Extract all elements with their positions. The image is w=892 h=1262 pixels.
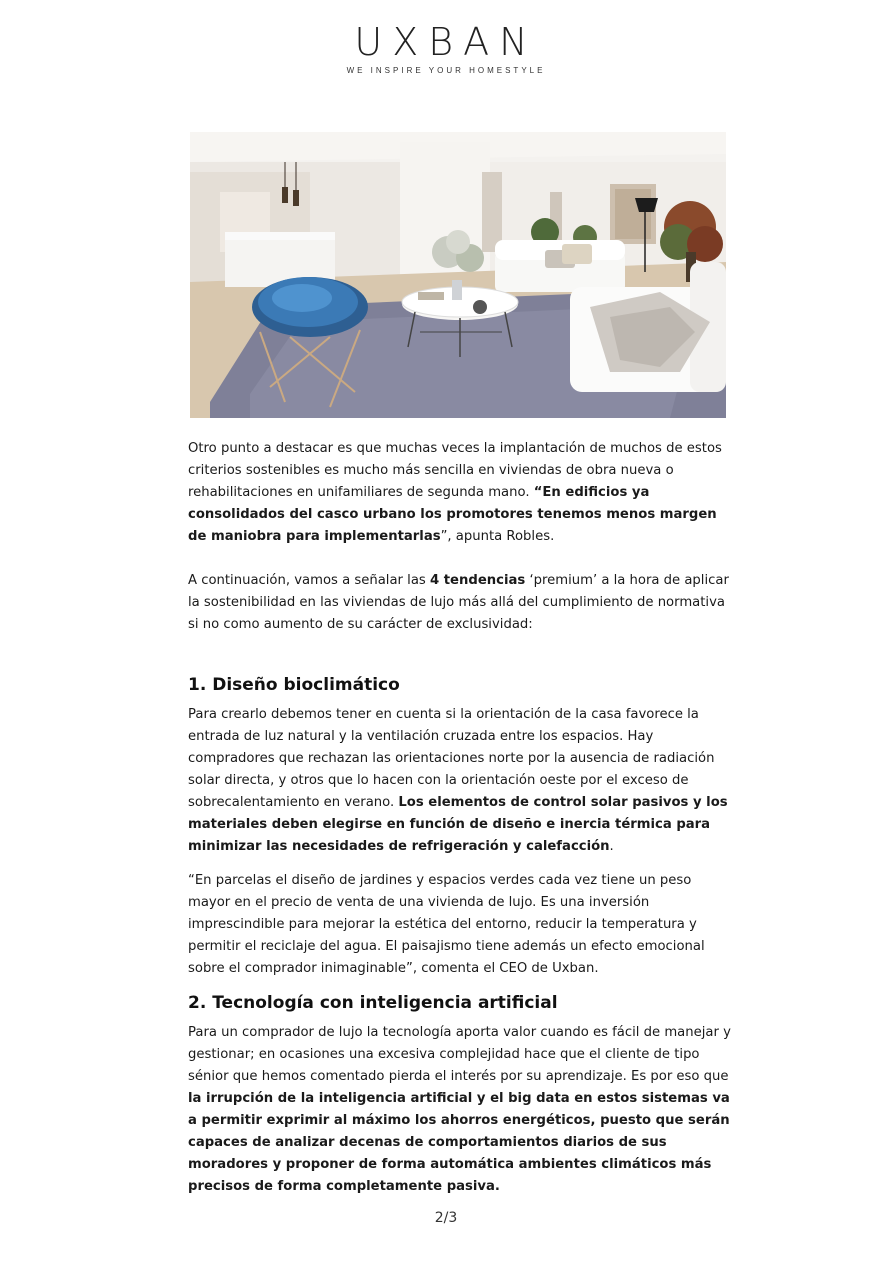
paragraph: Para crearlo debemos tener en cuenta si la orientación de la casa favorece la entrada de luz natural y la ventilación cruzada entre los espacios. Hay compradores que rechazan las orientaciones norte por la ausencia de radiación solar directa, y otros que lo hacen con la orientación oeste por el exceso de sobrecalentamiento en verano. Los elementos de control solar pasivos y los materiales deben elegirse en función de diseño e inercia térmica para minimizar las necesidades de refrigeración y calefacción. <box>188 707 728 854</box>
article-body <box>188 438 733 1220</box>
paragraph: A continuación, vamos a señalar las 4 tendencias ‘premium’ a la hora de aplicar la sostenibilidad en las viviendas de lujo más allá del cumplimiento de normativa si no como aumento de su carácter de exclusividad: <box>188 573 729 632</box>
paragraph: Para un comprador de lujo la tecnología aporta valor cuando es fácil de manejar y gestionar; en ocasiones una excesiva complejidad hace que el cliente de tipo sénior que hemos comentado pierda el interés por su aprendizaje. Es por eso que la irrupción de la inteligencia artificial y el big data en estos sistemas va a permitir exprimir al máximo los ahorros energéticos, puesto que serán capaces de analizar decenas de comportamientos diarios de sus moradores y proponer de forma automática ambientes climáticos más precisos de forma completamente pasiva. <box>188 1025 731 1194</box>
paragraph: Otro punto a destacar es que muchas veces la implantación de muchos de estos criterios sostenibles es mucho más sencilla en viviendas de obra nueva o rehabilitaciones en unifamiliares de segunda mano. “En edificios ya consolidados del casco urbano los promotores tenemos menos margen de maniobra para implementarlas”, apunta Robles. <box>188 441 722 544</box>
page-number: 2/3 <box>434 1210 458 1226</box>
section-heading-1: 1. Diseño bioclimático <box>188 675 400 695</box>
brand-logo: UXBAN <box>354 20 538 64</box>
section-heading-2: 2. Tecnología con inteligencia artificial <box>188 993 558 1013</box>
quote-paragraph: “En parcelas el diseño de jardines y espacios verdes cada vez tiene un peso mayor en el precio de venta de una vivienda de lujo. Es una inversión imprescindible para mejorar la estética del entorno, reducir la temperatura y permitir el reciclaje del agua. El paisajismo tiene además un efecto emocional sobre el comprador inimaginable”, comenta el CEO de Uxban. <box>188 873 705 976</box>
living-room-photo <box>190 132 726 418</box>
brand-tagline: WE INSPIRE YOUR HOMESTYLE <box>346 66 546 75</box>
